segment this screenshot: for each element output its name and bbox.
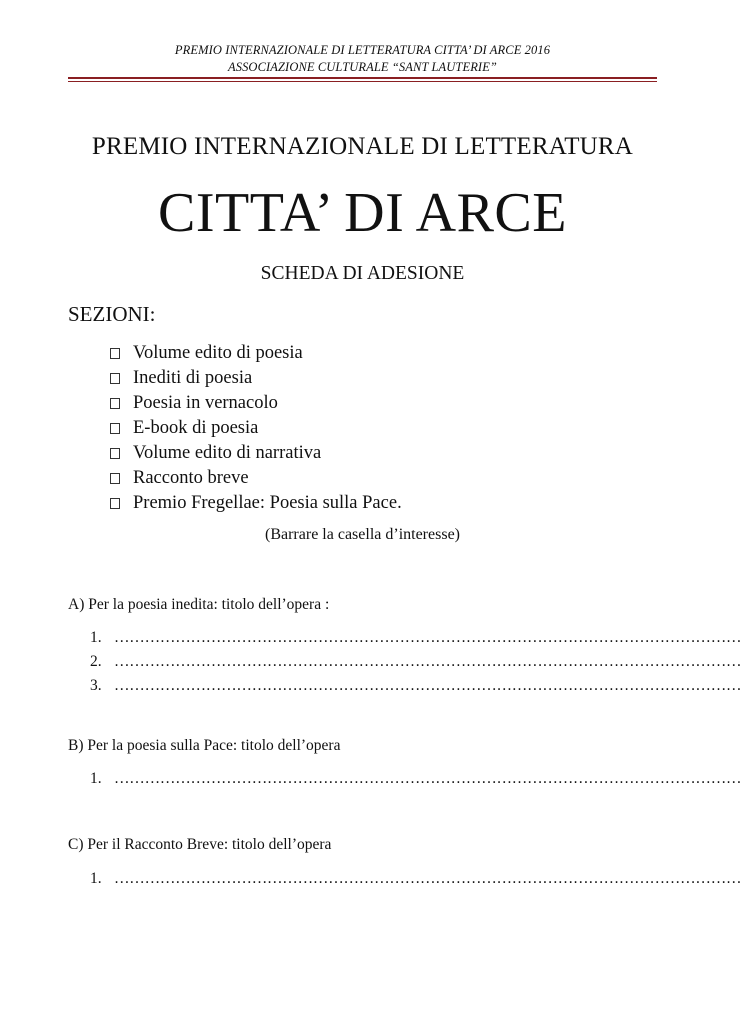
fill-line[interactable]: [90, 626, 741, 650]
dotted-line: ……………………………………………………………………………………………………………: [114, 870, 741, 887]
part-b-label: B) Per la poesia sulla Pace: titolo dell’opera: [68, 737, 341, 754]
option-item: [110, 416, 402, 441]
option-item: [110, 441, 402, 466]
checkbox[interactable]: [110, 498, 120, 509]
checkbox[interactable]: [110, 348, 120, 359]
option-item: [110, 341, 402, 366]
section-options-list: [110, 341, 402, 516]
title-form: SCHEDA DI ADESIONE: [260, 263, 465, 284]
checkbox[interactable]: [110, 423, 120, 434]
checkbox[interactable]: [110, 448, 120, 459]
line-number: 1.: [90, 629, 102, 646]
dotted-line: ……………………………………………………………………………………………………………: [114, 770, 741, 787]
option-label: E-book di poesia: [133, 418, 259, 438]
dotted-line: ……………………………………………………………………………………………………………: [114, 653, 741, 670]
part-a-lines: [90, 626, 741, 698]
option-label: Volume edito di poesia: [133, 343, 303, 363]
dotted-line: ……………………………………………………………………………………………………………: [114, 677, 741, 694]
option-label: Poesia in vernacolo: [133, 393, 278, 413]
instruction-note: (Barrare la casella d’interesse): [265, 526, 460, 543]
checkbox[interactable]: [110, 473, 120, 484]
header-line-2: ASSOCIAZIONE CULTURALE “SANT LAUTERIE”: [228, 60, 497, 74]
option-item: [110, 491, 402, 516]
option-label: Volume edito di narrativa: [133, 443, 322, 463]
option-label: Inediti di poesia: [133, 368, 253, 388]
fill-line[interactable]: [90, 650, 741, 674]
title-city: CITTA’ DI ARCE: [157, 182, 567, 244]
fill-line[interactable]: [90, 867, 741, 891]
sections-heading: SEZIONI:: [68, 302, 156, 326]
option-item: [110, 391, 402, 416]
fill-line[interactable]: [90, 674, 741, 698]
line-number: 3.: [90, 677, 102, 694]
checkbox[interactable]: [110, 398, 120, 409]
option-item: [110, 466, 402, 491]
part-b-lines: [90, 767, 741, 791]
option-label: Racconto breve: [133, 468, 249, 488]
dotted-line: ……………………………………………………………………………………………………………: [114, 629, 741, 646]
header-line-1: PREMIO INTERNAZIONALE DI LETTERATURA CITTA’ DI ARCE 2016: [174, 43, 551, 57]
option-label: Premio Fregellae: Poesia sulla Pace.: [133, 493, 402, 513]
fill-line[interactable]: [90, 767, 741, 791]
checkbox[interactable]: [110, 373, 120, 384]
title-prize: PREMIO INTERNAZIONALE DI LETTERATURA: [91, 133, 634, 160]
line-number: 2.: [90, 653, 102, 670]
part-c-lines: [90, 867, 741, 891]
line-number: 1.: [90, 870, 102, 887]
header-rule-thick: [68, 77, 657, 79]
page-header: [0, 42, 725, 76]
part-c-label: C) Per il Racconto Breve: titolo dell’opera: [68, 836, 332, 853]
option-item: [110, 366, 402, 391]
header-rule-thin: [68, 81, 657, 82]
part-a-label: A) Per la poesia inedita: titolo dell’opera :: [68, 596, 330, 613]
line-number: 1.: [90, 770, 102, 787]
